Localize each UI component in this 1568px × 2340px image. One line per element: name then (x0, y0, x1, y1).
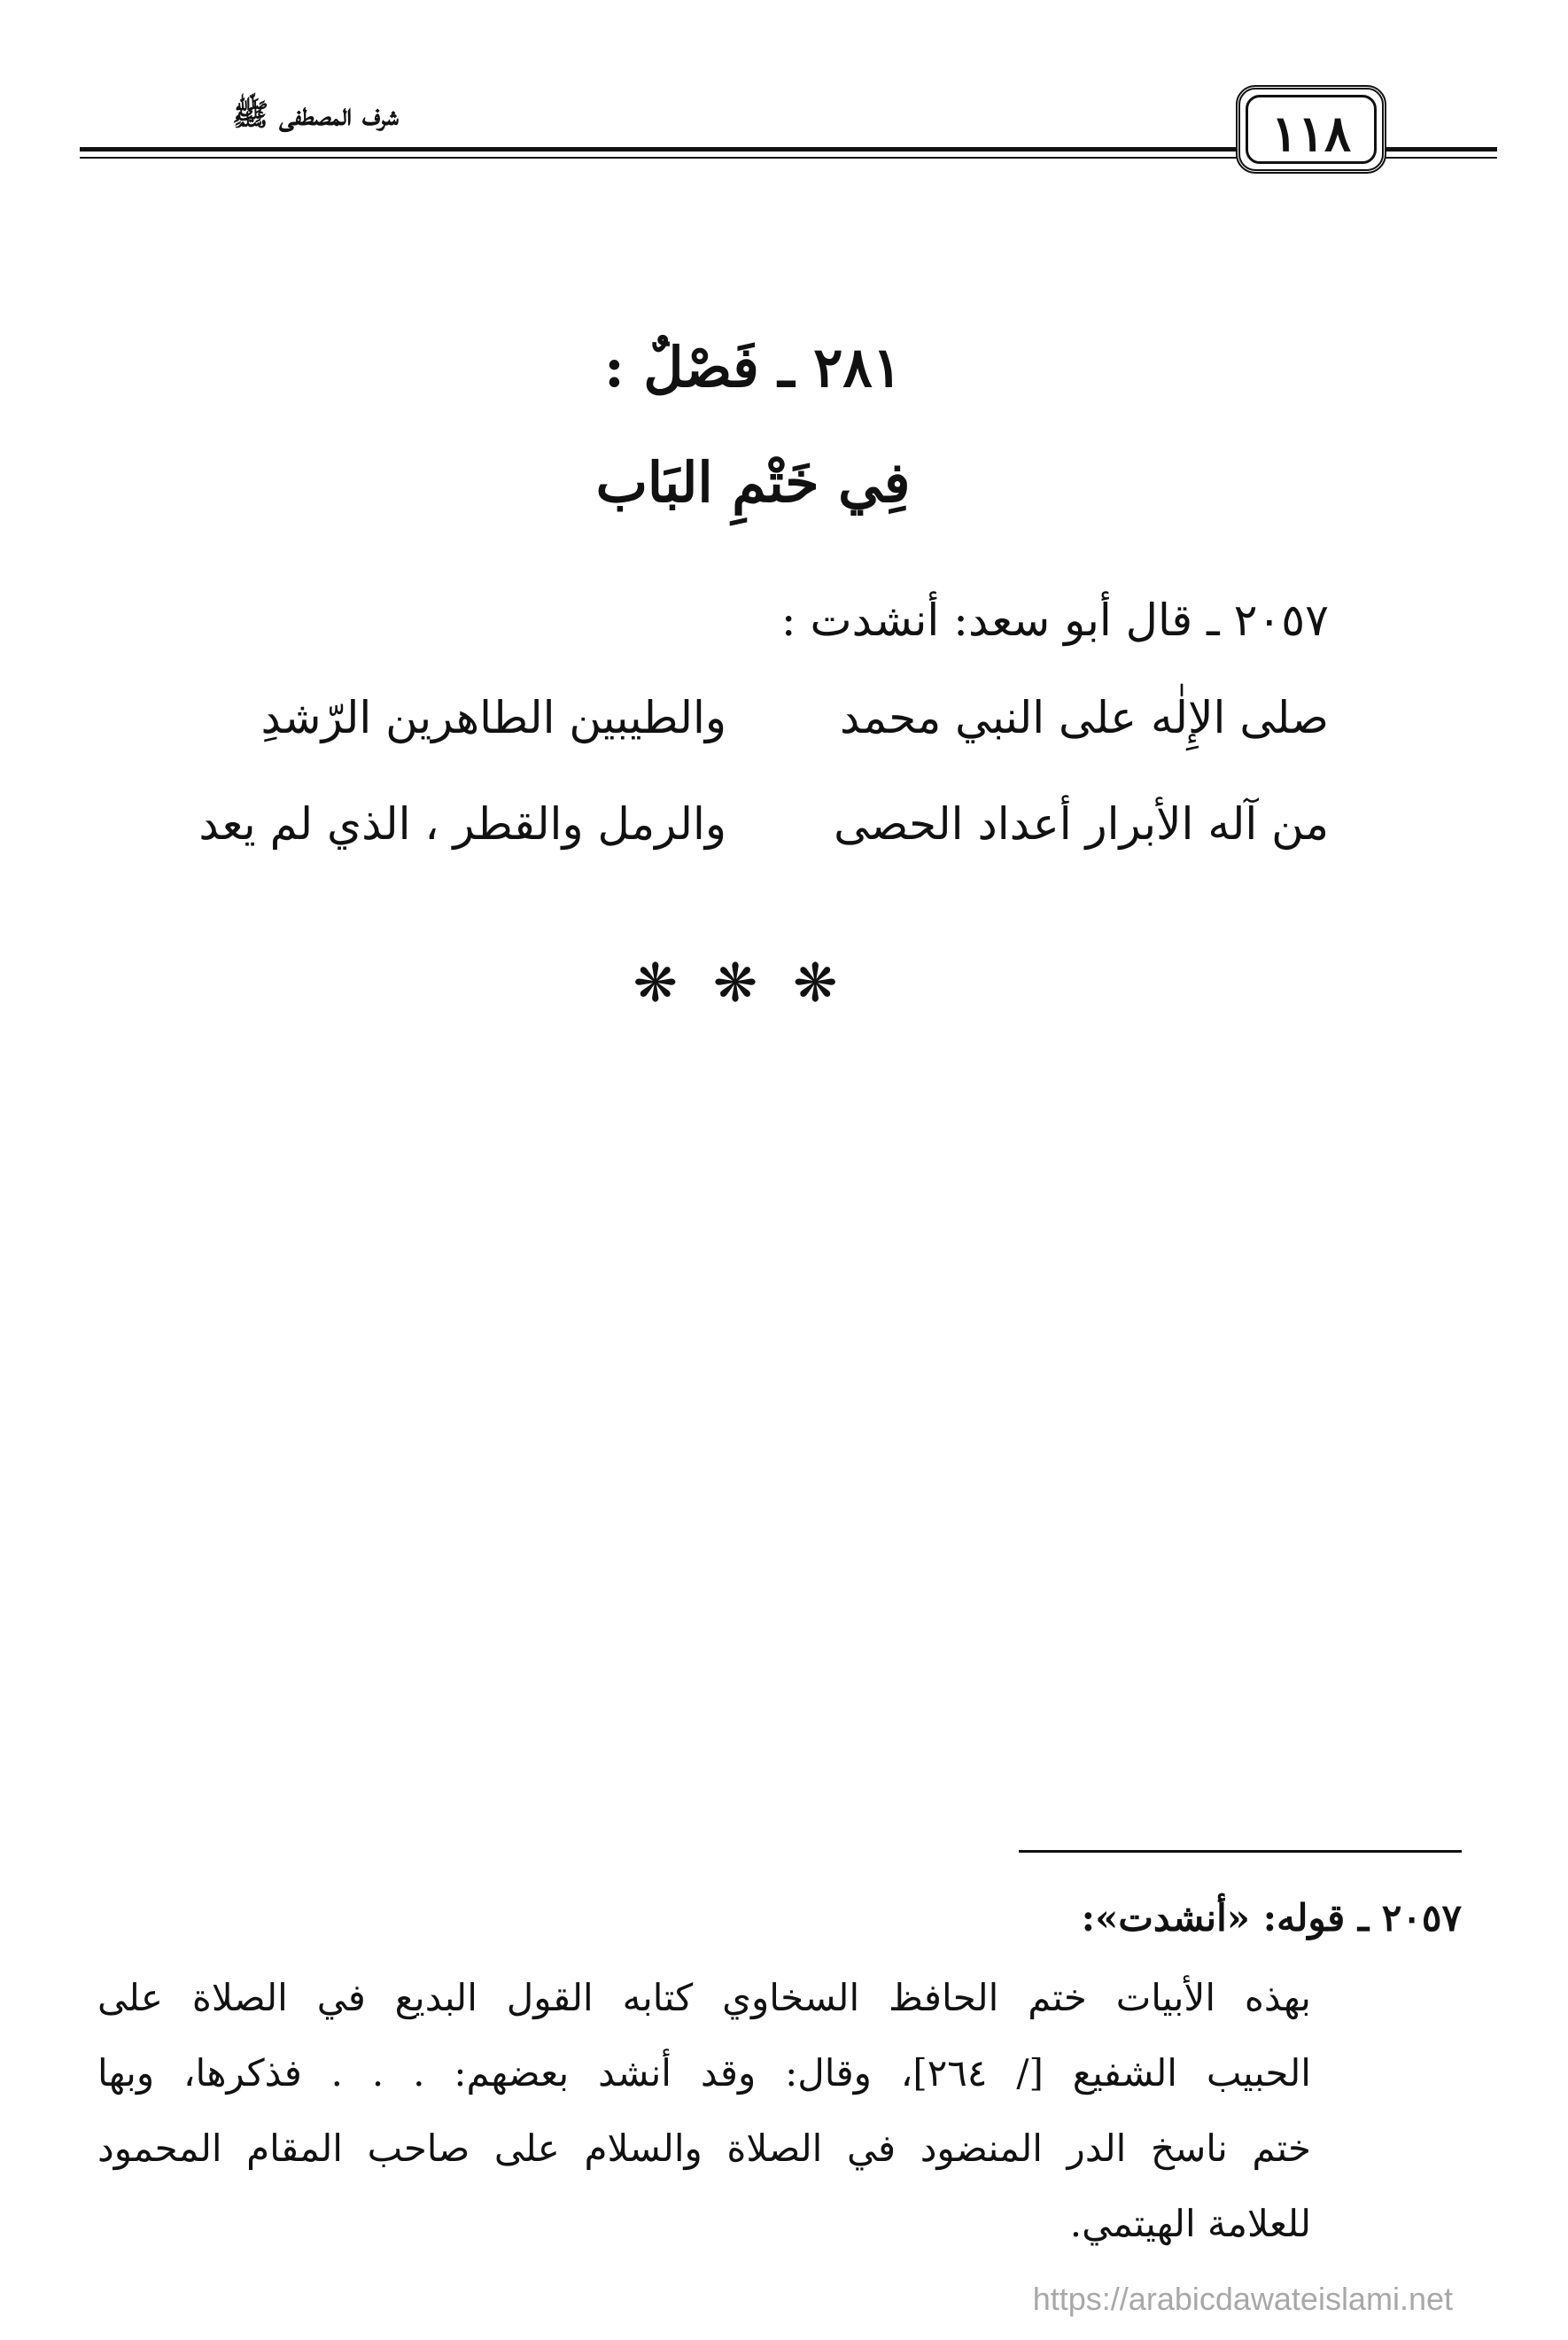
verse-first-hemistich: من آله الأبرار أعداد الحصى (834, 798, 1329, 850)
book-title: شرف المصطفى ﷺ (232, 97, 399, 133)
page-number: ١١٨ (1270, 105, 1352, 163)
verse-first-hemistich: صلى الإِلٰه على النبي محمد (840, 692, 1329, 743)
footnote-rule (1019, 1850, 1462, 1853)
section-heading: ٢٨١ ـ فَصْلٌ : (603, 335, 903, 400)
entry-intro: ٢٠٥٧ ـ قال أبو سعد: أنشدت : (780, 595, 1329, 646)
footnote-line: الحبيب الشفيع [/ ٢٦٤]، وقال: وقد أنشد بعضهم: . . . فذكرها، وبها (97, 2051, 1311, 2095)
watermark-url: https://arabicdawateislami.net (1032, 2281, 1453, 2317)
section-subheading: فِي خَتْمِ البَاب (595, 450, 911, 515)
verse-line (177, 789, 1329, 859)
footnote-heading: ٢٠٥٧ ـ قوله: «أنشدت»: (1081, 1896, 1462, 1940)
verse-second-hemistich: والطيبين الطاهرين الرّشدِ (260, 692, 726, 743)
page-number-frame (1236, 85, 1386, 174)
footnote-line: ختم ناسخ الدر المنضود في الصلاة والسلام على صاحب المقام المحمود (97, 2126, 1311, 2170)
verse-line (177, 682, 1329, 753)
footnote-line: للعلامة الهيتمي. (1069, 2202, 1311, 2245)
footnote-line: بهذه الأبيات ختم الحافظ السخاوي كتابه القول البديع في الصلاة على (97, 1976, 1311, 2019)
verse-second-hemistich: والرمل والقطر ، الذي لم يعد (198, 798, 726, 850)
section-separator-stars: ❋❋❋ (633, 952, 873, 1015)
